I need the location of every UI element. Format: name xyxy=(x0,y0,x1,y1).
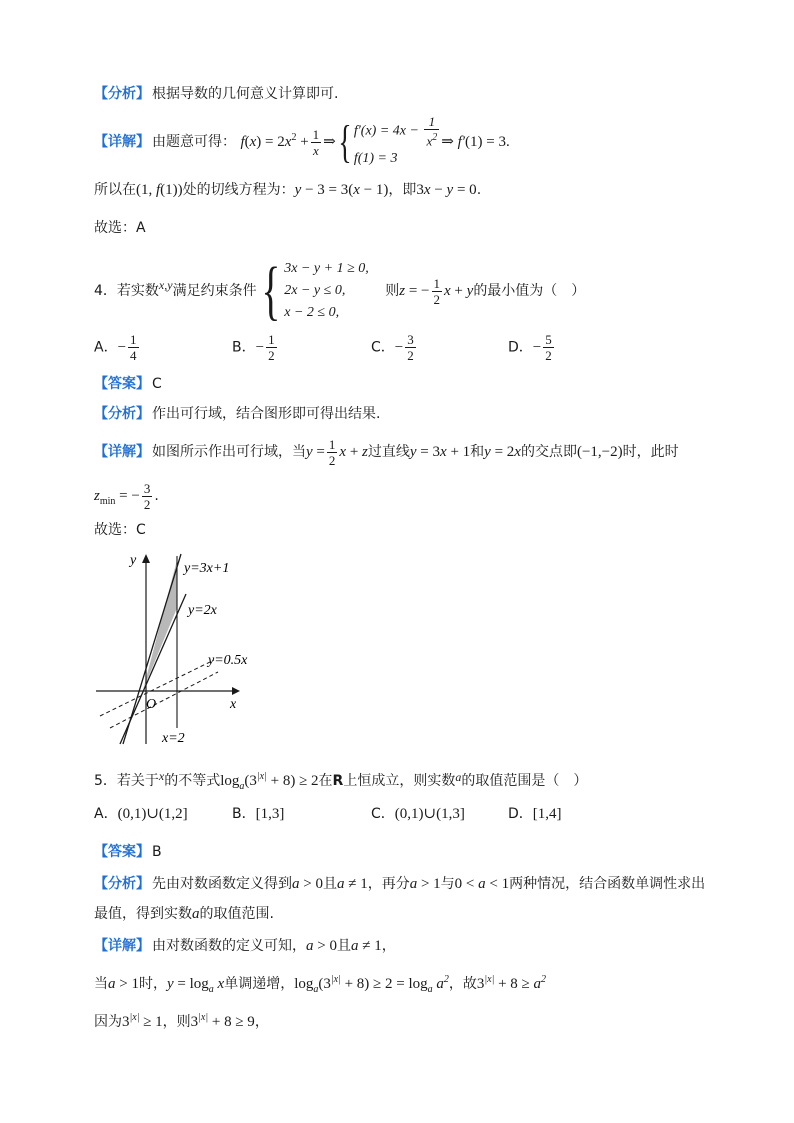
q5-option-d[interactable]: D．[1,4] xyxy=(508,806,562,822)
p3-tangent-line: 所以在(1, f(1))处的切线方程为：y − 3 = 3(x − 1)，即3x − y = 0. xyxy=(94,182,482,198)
line-y-0-5x xyxy=(100,660,214,716)
q4-constraint-3: x − 2 ≤ 0, xyxy=(284,305,340,320)
q5-case-line: 当a > 1时，$y = \log_a x$单调递增，$\log_a(3^{|x|} + 8) \ge 2 = \log_a a^2$，故$3^{|x|} + 8 \ge a^2$ xyxy=(94,974,547,995)
p3-system: f′(x) = 4x − $\frac{1}{x^2}$ f(1) = 3 xyxy=(353,113,438,167)
p3-tangent-prefix: 所以在 xyxy=(94,182,136,198)
q4-stem-then: 则 xyxy=(385,283,400,299)
p3-point: (1, f(1)) xyxy=(136,182,183,198)
q4-choice: 故选：C xyxy=(94,522,146,538)
p3-function-expr: $f(x) = 2x^2$ + xyxy=(240,132,309,150)
y-axis-label: y xyxy=(130,553,137,568)
p3-derivative-value: f′(1) = 3. xyxy=(457,134,510,150)
p3-analysis-line xyxy=(94,84,338,104)
q4-options xyxy=(94,332,614,372)
feasible-region-graph xyxy=(90,548,280,750)
q4-option-c[interactable]: C．− $\frac{3}{2}$ xyxy=(371,332,414,363)
q4-answer-line xyxy=(94,374,162,394)
q4-option-d[interactable]: D．− $\frac{5}{2}$ xyxy=(508,332,552,363)
q4-detail-line: 【详解】 如图所示作出可行域，当y = $\frac{1}{2}$ x + z过直线y = 3x + 1和y = 2x的交点即(−1,−2)时，此时 xyxy=(94,436,679,468)
p3-tangent-mid: 处的切线方程为： xyxy=(182,182,295,198)
q4-analysis-text: 作出可行域，结合图形即可得出结果. xyxy=(152,406,381,422)
p3-detail-line: 【详解】 由题意可得： $f(x) = 2x^2$ + $\frac{1}{x}$ ⇒{ f′(x) = 4x − $\frac{1}{x^2}$ f(1) = 3 ⇒ f′(1) = 3. xyxy=(94,112,510,164)
p3-choice: 故选：A xyxy=(94,220,146,236)
q5-detail-line: 【详解】 由对数函数的定义可知，a > 0且a ≠ 1， xyxy=(94,938,396,954)
q4-option-b[interactable]: B．− $\frac{1}{2}$ xyxy=(232,332,275,363)
q4-constraint-2: 2x − y ≤ 0, xyxy=(284,283,346,298)
label-x-2: x=2 xyxy=(162,731,185,746)
q4-analysis-line: 【分析】 作出可行域，结合图形即可得出结果. xyxy=(94,406,381,422)
q5-analysis-line-2: 最值，得到实数a的取值范围. xyxy=(94,906,274,922)
q4-answer: C xyxy=(152,376,162,392)
q5-because-line: 因为$3^{|x|} \ge 1$，则$3^{|x|} + 8 \ge 9$， xyxy=(94,1012,269,1030)
q5-stem: 5．若关于x的不等式$\log_a(3^{|x|} + 8) \ge 2$在R上恒成立，则实数a的取值范围是（ ） xyxy=(94,769,588,792)
y-axis-arrow xyxy=(142,554,150,563)
p3-analysis-text: 根据导数的几何意义计算即可. xyxy=(152,86,339,102)
q4-vars: x,y xyxy=(158,278,173,292)
p3-tangent-then: ，即 xyxy=(388,182,417,198)
q5-analysis-line: 【分析】 先由对数函数定义得到a > 0且a ≠ 1，再分a > 1与0 < a < 1两种情况，结合函数单调性求出 xyxy=(94,876,706,892)
q5-answer: B xyxy=(152,844,162,860)
line-y-2x xyxy=(120,594,186,744)
q5-option-a[interactable]: A．(0,1)∪(1,2] xyxy=(94,806,188,822)
origin-label: O xyxy=(146,697,157,712)
q4-stem-suffix: 的最小值为（ ） xyxy=(473,283,586,299)
x-axis-arrow xyxy=(232,687,240,695)
q4-stem-prefix: 4．若实数 xyxy=(94,283,159,299)
p3-frac-1-over-x: $\frac{1}{x}$ xyxy=(312,126,320,158)
q4-stem-mid: 满足约束条件 xyxy=(172,283,257,299)
q5-answer-line: 【答案】 B xyxy=(94,844,162,860)
q4-zmin: $z_{min}$ = − xyxy=(94,488,140,507)
objective-line-dashed xyxy=(110,672,218,728)
p3-tangent-eq1: y − 3 = 3(x − 1) xyxy=(294,182,389,198)
q5-options xyxy=(94,804,614,828)
detail-tag: 【详解】 xyxy=(94,134,150,150)
q4-constraint-1: 3x − y + 1 ≥ 0, xyxy=(284,261,369,276)
q4-objective: z = − xyxy=(399,283,430,299)
p3-tangent-eq2: 3x − y = 0 xyxy=(416,182,477,198)
analysis-tag: 【分析】 xyxy=(94,86,150,102)
q5-inequality: $\log_a(3^{|x|} + 8) \ge 2$ xyxy=(220,771,319,792)
p3-detail-prefix: 由题意可得： xyxy=(152,134,236,150)
label-y-0-5x: y=0.5x xyxy=(208,653,248,668)
q5-option-b[interactable]: B．[1,3] xyxy=(232,806,285,822)
q4-stem: 4．若实数x,y满足约束条件{ 3x − y + 1 ≥ 0, 2x − y ≤ 0, x − 2 ≤ 0, 则z = − $\frac{1}{2}$ x + y的最小值为（ ） xyxy=(94,254,586,327)
label-y-3x-plus-1: y=3x+1 xyxy=(184,561,230,576)
x-axis-label: x xyxy=(230,697,237,712)
q4-option-a[interactable]: A．− $\frac{1}{4}$ xyxy=(94,332,137,363)
line-y-3x-plus-1 xyxy=(123,554,181,744)
label-y-2x: y=2x xyxy=(188,603,217,618)
q4-zmin-line: $z_{min}$ = − $\frac{3}{2}$ . xyxy=(94,480,159,512)
q5-option-c[interactable]: C．(0,1)∪(1,3] xyxy=(371,806,465,822)
q4-constraints xyxy=(284,258,369,324)
answer-tag: 【答案】 xyxy=(94,376,150,392)
